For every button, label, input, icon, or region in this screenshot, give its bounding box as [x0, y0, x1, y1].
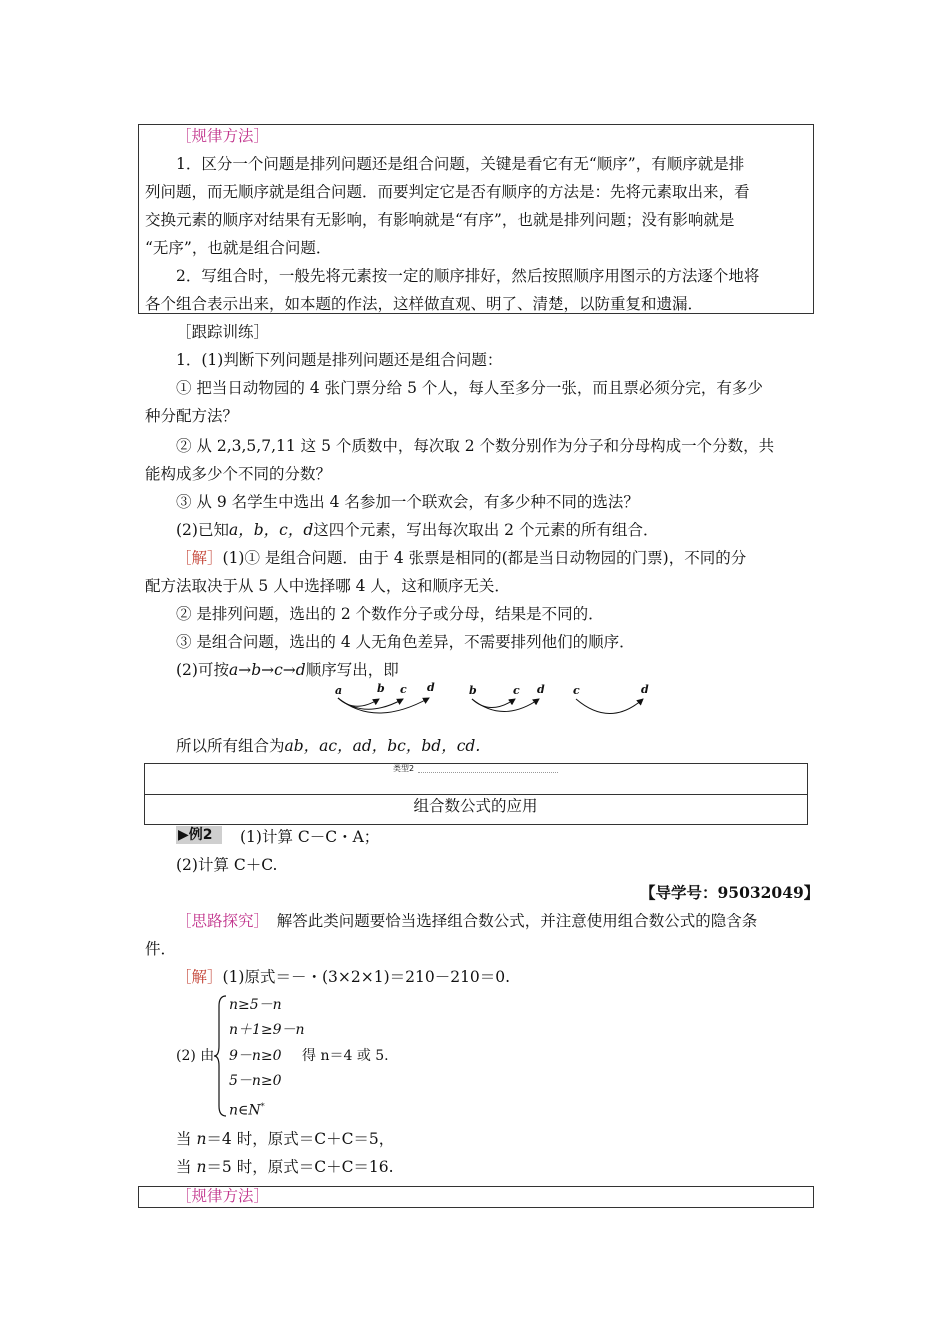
system-brace — [214, 994, 228, 1118]
type-dotted — [418, 772, 558, 773]
solution-tag: ［解］ — [176, 549, 223, 567]
diag-d2: d — [537, 683, 545, 696]
method-p1-line2: 列问题，而无顺序就是组合问题．而要判定它是否有顺序的方法是：先将元素取出来，看 — [145, 183, 750, 201]
diag-c1: c — [400, 683, 407, 696]
example-line1: (1)计算 C－C・A； — [240, 828, 380, 846]
method-tag-1: ［规律方法］ — [176, 127, 270, 145]
question-2-line1: ② 从 2,3,5,7,11 这 5 个质数中，每次取 2 个数分别作为分子和分母构成一个分数，共 — [176, 437, 775, 455]
combination-diagram — [325, 682, 725, 732]
diag-b2: b — [469, 684, 477, 697]
solution-line1: ［解］(1)① 是组合问题．由于 4 张票是相同的(都是当日动物园的门票)，不同的分 — [176, 549, 747, 567]
guide-number: 【导学号：95032049】 — [640, 883, 820, 902]
system-lead: (2) 由 — [176, 1048, 215, 1064]
section-title: 组合数公式的应用 — [413, 797, 538, 815]
diag-c2: c — [513, 684, 520, 697]
system-row3: 9－n≥0 — [229, 1048, 282, 1064]
case-n4: 当 n＝4 时，原式＝C＋C＝5， — [176, 1130, 395, 1148]
all-combinations: 所以所有组合为ab，ac，ad，bc，bd，cd. — [176, 737, 481, 755]
diag-b1: b — [377, 682, 385, 695]
solution-line4: ③ 是组合问题，选出的 4 人无角色差异，不需要排列他们的顺序． — [176, 633, 635, 651]
question-2-line2: 能构成多少个不同的分数？ — [145, 465, 332, 483]
idea-line1: ［思路探究］ 解答此类问题要恰当选择组合数公式，并注意使用组合数公式的隐含条 — [176, 912, 758, 930]
question-1-line1: ① 把当日动物园的 4 张门票分给 5 个人，每人至多分一张，而且票必须分完，有多少 — [176, 379, 763, 397]
training-tag: ［跟踪训练］ — [176, 323, 270, 341]
question-4-pre: (2)已知 — [176, 521, 229, 539]
method-p1-line3: 交换元素的顺序对结果有无影响，有影响就是“有序”，也就是排列问题；没有影响就是 — [145, 211, 735, 229]
diag-d3: d — [641, 683, 649, 696]
idea-tag: ［思路探究］ — [176, 912, 262, 930]
question-4 — [176, 519, 658, 541]
system-row4: 5－n≥0 — [229, 1073, 282, 1089]
system-row2: n＋1≥9－n — [229, 1022, 305, 1038]
solution-line3: ② 是排列问题，选出的 2 个数作分子或分母，结果是不同的． — [176, 605, 604, 623]
solution-line5: (2)可按a→b→c→d顺序写出，即 — [176, 661, 399, 679]
diag-c3: c — [573, 684, 580, 697]
question-1-line2: 种分配方法？ — [145, 407, 239, 425]
solution-line2: 配方法取决于从 5 人中选择哪 4 人，这和顺序无关． — [145, 577, 510, 595]
question-4-vars: a，b，c，d — [228, 521, 314, 539]
question-3: ③ 从 9 名学生中选出 4 名参加一个联欢会，有多少种不同的选法？ — [176, 493, 639, 511]
play-icon: ▶ — [178, 827, 189, 843]
example-badge: ▶例2 — [176, 826, 222, 844]
diag-d1: d — [427, 682, 435, 694]
type-label: 类型2 — [393, 764, 415, 773]
method-p1-line4: “无序”，也就是组合问题． — [145, 239, 332, 257]
method-p1-line1: 1．区分一个问题是排列问题还是组合问题，关键是看它有无“顺序”，有顺序就是排 — [176, 155, 745, 173]
system-result: 得 n＝4 或 5. — [302, 1048, 389, 1064]
case-n5: 当 n＝5 时，原式＝C＋C＝16. — [176, 1158, 394, 1176]
diag-a1: a — [335, 684, 343, 697]
example-solution1: ［解］(1)原式＝－・(3×2×1)＝210－210＝0. — [176, 968, 511, 986]
idea-line2: 件． — [145, 940, 177, 958]
order-sequence: a→b→c→d — [228, 661, 306, 679]
system-row5: n∈N* — [229, 1102, 265, 1119]
method-p2-line2: 各个组合表示出来，如本题的作法，这样做直观、明了、清楚，以防重复和遗漏． — [145, 295, 704, 313]
system-row1: n≥5－n — [229, 997, 282, 1013]
method-tag-2: ［规律方法］ — [176, 1187, 270, 1205]
example-solution-tag: ［解］ — [176, 968, 223, 986]
question-intro: 1．(1)判断下列问题是排列问题还是组合问题： — [176, 351, 503, 369]
example-line2: (2)计算 C＋C. — [176, 856, 278, 874]
method-p2-line1: 2．写组合时，一般先将元素按一定的顺序排好，然后按照顺序用图示的方法逐个地将 — [176, 267, 760, 285]
question-4-post: 这四个元素，写出每次取出 2 个元素的所有组合． — [313, 521, 659, 539]
